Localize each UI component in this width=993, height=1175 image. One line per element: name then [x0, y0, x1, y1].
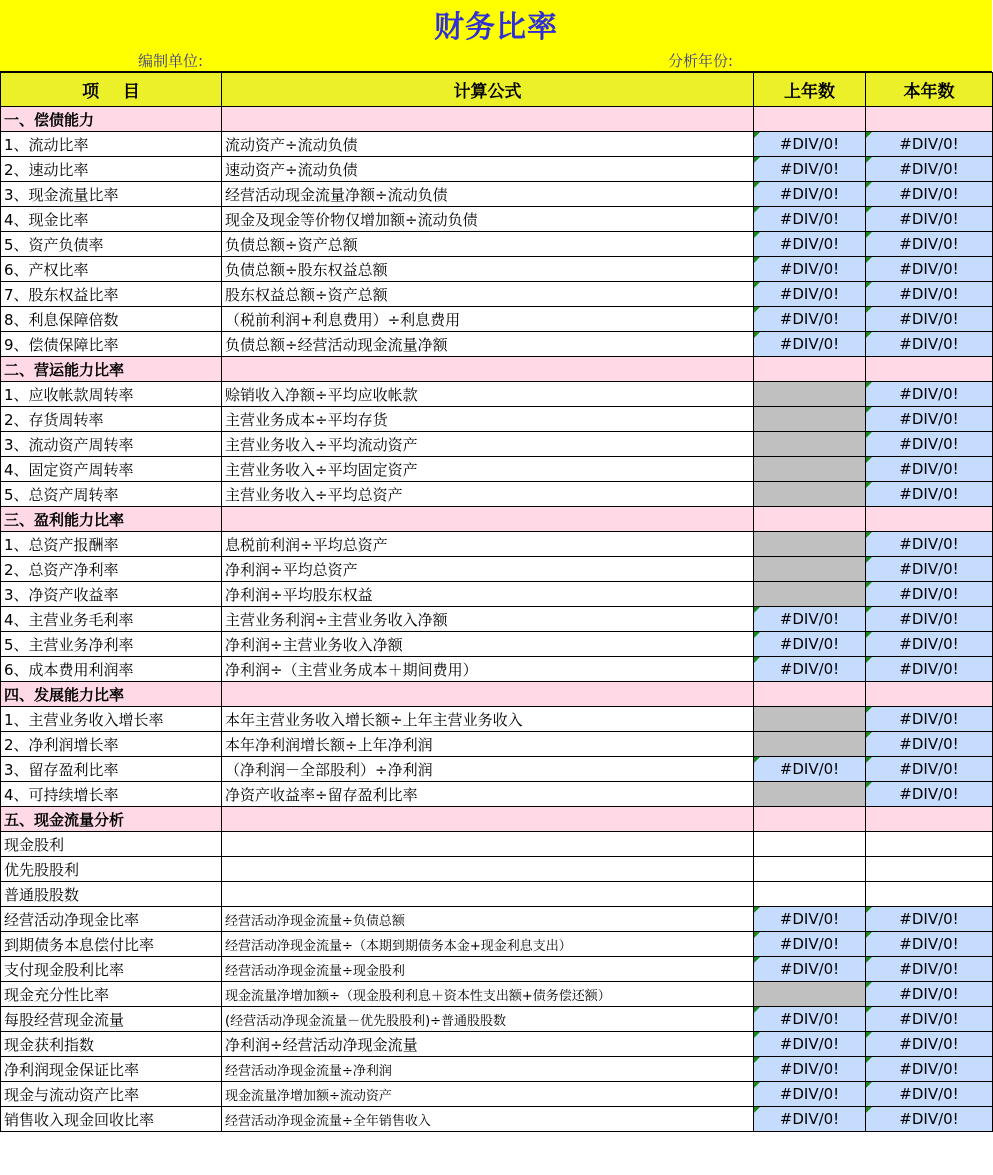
- prev-year-cell[interactable]: [754, 832, 866, 857]
- formula-cell[interactable]: 流动资产÷流动负债: [222, 132, 754, 157]
- current-year-cell[interactable]: #DIV/0!: [866, 782, 993, 807]
- formula-cell[interactable]: 现金及现金等价物仅增加额÷流动负债: [222, 207, 754, 232]
- header-item[interactable]: 项 目: [1, 73, 222, 107]
- item-cell[interactable]: 到期债务本息偿付比率: [1, 932, 222, 957]
- current-year-cell[interactable]: #DIV/0!: [866, 1007, 993, 1032]
- prev-year-cell[interactable]: #DIV/0!: [754, 307, 866, 332]
- table-row: [1, 1007, 993, 1032]
- prev-year-cell[interactable]: [754, 807, 866, 832]
- ratio-table: [0, 72, 993, 1132]
- item-cell[interactable]: 4、固定资产周转率: [1, 457, 222, 482]
- formula-cell[interactable]: 负债总额÷资产总额: [222, 232, 754, 257]
- current-year-cell[interactable]: #DIV/0!: [866, 132, 993, 157]
- prev-year-cell[interactable]: #DIV/0!: [754, 932, 866, 957]
- item-cell[interactable]: 2、存货周转率: [1, 407, 222, 432]
- formula-cell[interactable]: 净利润÷平均总资产: [222, 557, 754, 582]
- prev-year-cell[interactable]: #DIV/0!: [754, 1057, 866, 1082]
- prev-year-cell[interactable]: [754, 982, 866, 1007]
- prev-year-cell[interactable]: [754, 582, 866, 607]
- formula-cell[interactable]: 主营业务收入÷平均流动资产: [222, 432, 754, 457]
- formula-cell[interactable]: 经营活动净现金流量÷全年销售收入: [222, 1107, 754, 1132]
- section-row: [1, 107, 993, 132]
- current-year-cell[interactable]: #DIV/0!: [866, 207, 993, 232]
- section-title-cell[interactable]: 三、盈利能力比率: [1, 507, 222, 532]
- table-row: [1, 157, 993, 182]
- prev-year-cell[interactable]: [754, 507, 866, 532]
- table-row: [1, 257, 993, 282]
- item-cell[interactable]: 3、现金流量比率: [1, 182, 222, 207]
- formula-cell[interactable]: [222, 882, 754, 907]
- item-cell[interactable]: 销售收入现金回收比率: [1, 1107, 222, 1132]
- current-year-cell[interactable]: #DIV/0!: [866, 1082, 993, 1107]
- prev-year-cell[interactable]: #DIV/0!: [754, 332, 866, 357]
- formula-cell[interactable]: 净利润÷主营业务收入净额: [222, 632, 754, 657]
- table-row: [1, 1032, 993, 1057]
- prev-year-cell[interactable]: #DIV/0!: [754, 182, 866, 207]
- table-row: [1, 207, 993, 232]
- current-year-cell[interactable]: #DIV/0!: [866, 1057, 993, 1082]
- table-row: [1, 982, 993, 1007]
- table-row: [1, 782, 993, 807]
- item-cell[interactable]: 3、留存盈利比率: [1, 757, 222, 782]
- prev-year-cell[interactable]: [754, 357, 866, 382]
- table-row: [1, 857, 993, 882]
- prev-year-cell[interactable]: #DIV/0!: [754, 607, 866, 632]
- table-row: [1, 932, 993, 957]
- current-year-cell[interactable]: #DIV/0!: [866, 1107, 993, 1132]
- item-cell[interactable]: 9、偿债保障比率: [1, 332, 222, 357]
- item-cell[interactable]: 每股经营现金流量: [1, 1007, 222, 1032]
- prev-year-cell[interactable]: [754, 732, 866, 757]
- section-row: [1, 507, 993, 532]
- formula-cell[interactable]: [222, 357, 754, 382]
- current-year-cell[interactable]: [866, 857, 993, 882]
- table-row: [1, 432, 993, 457]
- current-year-cell[interactable]: [866, 507, 993, 532]
- header-row: [1, 73, 993, 107]
- formula-cell[interactable]: 经营活动净现金流量÷净利润: [222, 1057, 754, 1082]
- prev-year-cell[interactable]: [754, 107, 866, 132]
- item-cell[interactable]: 现金股利: [1, 832, 222, 857]
- current-year-cell[interactable]: [866, 682, 993, 707]
- prev-year-cell[interactable]: [754, 782, 866, 807]
- item-cell[interactable]: 1、总资产报酬率: [1, 532, 222, 557]
- formula-cell[interactable]: 主营业务收入÷平均固定资产: [222, 457, 754, 482]
- section-title-cell[interactable]: 四、发展能力比率: [1, 682, 222, 707]
- formula-cell[interactable]: 本年主营业务收入增长额÷上年主营业务收入: [222, 707, 754, 732]
- header-formula[interactable]: 计算公式: [222, 73, 754, 107]
- item-cell[interactable]: 5、资产负债率: [1, 232, 222, 257]
- title-bar: [0, 0, 992, 72]
- table-row: [1, 1107, 993, 1132]
- prev-year-cell[interactable]: #DIV/0!: [754, 282, 866, 307]
- item-cell[interactable]: 1、应收帐款周转率: [1, 382, 222, 407]
- current-year-cell[interactable]: #DIV/0!: [866, 432, 993, 457]
- formula-cell[interactable]: 经营活动净现金流量÷负债总额: [222, 907, 754, 932]
- item-cell[interactable]: 2、速动比率: [1, 157, 222, 182]
- item-cell[interactable]: 普通股股数: [1, 882, 222, 907]
- current-year-cell[interactable]: #DIV/0!: [866, 307, 993, 332]
- table-row: [1, 957, 993, 982]
- table-row: [1, 457, 993, 482]
- current-year-cell[interactable]: #DIV/0!: [866, 732, 993, 757]
- current-year-cell[interactable]: #DIV/0!: [866, 707, 993, 732]
- formula-cell[interactable]: 净利润÷经营活动净现金流量: [222, 1032, 754, 1057]
- table-row: [1, 282, 993, 307]
- prev-year-cell[interactable]: [754, 882, 866, 907]
- current-year-cell[interactable]: [866, 832, 993, 857]
- formula-cell[interactable]: 经营活动净现金流量÷现金股利: [222, 957, 754, 982]
- table-row: [1, 1057, 993, 1082]
- current-year-cell[interactable]: #DIV/0!: [866, 482, 993, 507]
- item-cell[interactable]: 6、成本费用利润率: [1, 657, 222, 682]
- table-row: [1, 657, 993, 682]
- formula-cell[interactable]: [222, 682, 754, 707]
- prev-year-cell[interactable]: #DIV/0!: [754, 657, 866, 682]
- current-year-cell[interactable]: #DIV/0!: [866, 407, 993, 432]
- table-row: [1, 907, 993, 932]
- current-year-cell[interactable]: #DIV/0!: [866, 457, 993, 482]
- formula-cell[interactable]: 主营业务成本÷平均存货: [222, 407, 754, 432]
- item-cell[interactable]: 6、产权比率: [1, 257, 222, 282]
- table-row: [1, 582, 993, 607]
- item-cell[interactable]: 5、总资产周转率: [1, 482, 222, 507]
- current-year-cell[interactable]: #DIV/0!: [866, 532, 993, 557]
- prev-year-cell[interactable]: [754, 857, 866, 882]
- prev-year-cell[interactable]: #DIV/0!: [754, 232, 866, 257]
- table-row: [1, 382, 993, 407]
- current-year-cell[interactable]: #DIV/0!: [866, 957, 993, 982]
- prev-year-cell[interactable]: [754, 557, 866, 582]
- formula-cell[interactable]: 赊销收入净额÷平均应收帐款: [222, 382, 754, 407]
- prev-year-cell[interactable]: [754, 682, 866, 707]
- section-row: [1, 682, 993, 707]
- current-year-cell[interactable]: #DIV/0!: [866, 232, 993, 257]
- section-row: [1, 357, 993, 382]
- formula-cell[interactable]: 现金流量净增加额÷（现金股利利息＋资本性支出额+债务偿还额）: [222, 982, 754, 1007]
- table-row: [1, 757, 993, 782]
- table-row: [1, 482, 993, 507]
- current-year-cell[interactable]: #DIV/0!: [866, 757, 993, 782]
- table-row: [1, 607, 993, 632]
- current-year-cell[interactable]: [866, 107, 993, 132]
- prev-year-cell[interactable]: #DIV/0!: [754, 1032, 866, 1057]
- formula-cell[interactable]: 净利润÷平均股东权益: [222, 582, 754, 607]
- current-year-cell[interactable]: #DIV/0!: [866, 632, 993, 657]
- table-row: [1, 182, 993, 207]
- formula-cell[interactable]: [222, 857, 754, 882]
- formula-cell[interactable]: (经营活动净现金流量－优先股股利)÷普通股股数: [222, 1007, 754, 1032]
- item-cell[interactable]: 2、净利润增长率: [1, 732, 222, 757]
- formula-cell[interactable]: 净利润÷（主营业务成本＋期间费用）: [222, 657, 754, 682]
- current-year-cell[interactable]: #DIV/0!: [866, 557, 993, 582]
- table-row: [1, 707, 993, 732]
- compiler-label: 编制单位:: [138, 52, 204, 70]
- prev-year-cell[interactable]: #DIV/0!: [754, 157, 866, 182]
- section-title-cell[interactable]: 一、偿债能力: [1, 107, 222, 132]
- year-label: 分析年份:: [668, 52, 734, 70]
- current-year-cell[interactable]: #DIV/0!: [866, 932, 993, 957]
- item-cell[interactable]: 经营活动净现金比率: [1, 907, 222, 932]
- prev-year-cell[interactable]: #DIV/0!: [754, 1082, 866, 1107]
- prev-year-cell[interactable]: #DIV/0!: [754, 1107, 866, 1132]
- sheet-title: 财务比率: [434, 10, 558, 45]
- item-cell[interactable]: 支付现金股利比率: [1, 957, 222, 982]
- prev-year-cell[interactable]: #DIV/0!: [754, 257, 866, 282]
- current-year-cell[interactable]: #DIV/0!: [866, 982, 993, 1007]
- prev-year-cell[interactable]: #DIV/0!: [754, 632, 866, 657]
- prev-year-cell[interactable]: #DIV/0!: [754, 132, 866, 157]
- prev-year-cell[interactable]: #DIV/0!: [754, 957, 866, 982]
- prev-year-cell[interactable]: #DIV/0!: [754, 757, 866, 782]
- table-row: [1, 232, 993, 257]
- formula-cell[interactable]: [222, 107, 754, 132]
- prev-year-cell[interactable]: [754, 532, 866, 557]
- prev-year-cell[interactable]: [754, 482, 866, 507]
- section-row: [1, 807, 993, 832]
- formula-cell[interactable]: 股东权益总额÷资产总额: [222, 282, 754, 307]
- current-year-cell[interactable]: #DIV/0!: [866, 657, 993, 682]
- current-year-cell[interactable]: [866, 882, 993, 907]
- formula-cell[interactable]: （净利润－全部股利）÷净利润: [222, 757, 754, 782]
- table-row: [1, 732, 993, 757]
- formula-cell[interactable]: [222, 832, 754, 857]
- item-cell[interactable]: 净利润现金保证比率: [1, 1057, 222, 1082]
- current-year-cell[interactable]: #DIV/0!: [866, 332, 993, 357]
- formula-cell[interactable]: 本年净利润增长额÷上年净利润: [222, 732, 754, 757]
- header-current-year[interactable]: 本年数: [866, 73, 993, 107]
- current-year-cell[interactable]: #DIV/0!: [866, 257, 993, 282]
- formula-cell[interactable]: 经营活动净现金流量÷（本期到期债务本金+现金利息支出）: [222, 932, 754, 957]
- table-row: [1, 132, 993, 157]
- formula-cell[interactable]: 息税前利润÷平均总资产: [222, 532, 754, 557]
- current-year-cell[interactable]: #DIV/0!: [866, 907, 993, 932]
- item-cell[interactable]: 4、可持续增长率: [1, 782, 222, 807]
- prev-year-cell[interactable]: [754, 432, 866, 457]
- item-cell[interactable]: 8、利息保障倍数: [1, 307, 222, 332]
- table-row: [1, 557, 993, 582]
- item-cell[interactable]: 优先股股利: [1, 857, 222, 882]
- item-cell[interactable]: 4、现金比率: [1, 207, 222, 232]
- formula-cell[interactable]: [222, 507, 754, 532]
- table-row: [1, 632, 993, 657]
- current-year-cell[interactable]: [866, 357, 993, 382]
- current-year-cell[interactable]: #DIV/0!: [866, 282, 993, 307]
- table-row: [1, 882, 993, 907]
- table-body: [1, 107, 993, 1132]
- prev-year-cell[interactable]: #DIV/0!: [754, 1007, 866, 1032]
- formula-cell[interactable]: 主营业务收入÷平均总资产: [222, 482, 754, 507]
- prev-year-cell[interactable]: [754, 457, 866, 482]
- table-row: [1, 832, 993, 857]
- formula-cell[interactable]: 负债总额÷股东权益总额: [222, 257, 754, 282]
- current-year-cell[interactable]: #DIV/0!: [866, 582, 993, 607]
- item-cell[interactable]: 2、总资产净利率: [1, 557, 222, 582]
- prev-year-cell[interactable]: [754, 382, 866, 407]
- current-year-cell[interactable]: #DIV/0!: [866, 157, 993, 182]
- prev-year-cell[interactable]: #DIV/0!: [754, 207, 866, 232]
- current-year-cell[interactable]: #DIV/0!: [866, 382, 993, 407]
- formula-cell[interactable]: （税前利润+利息费用）÷利息费用: [222, 307, 754, 332]
- prev-year-cell[interactable]: #DIV/0!: [754, 907, 866, 932]
- formula-cell[interactable]: [222, 807, 754, 832]
- item-cell[interactable]: 3、流动资产周转率: [1, 432, 222, 457]
- section-title-cell[interactable]: 五、现金流量分析: [1, 807, 222, 832]
- item-cell[interactable]: 现金与流动资产比率: [1, 1082, 222, 1107]
- formula-cell[interactable]: 现金流量净增加额÷流动资产: [222, 1082, 754, 1107]
- table-row: [1, 407, 993, 432]
- item-cell[interactable]: 1、主营业务收入增长率: [1, 707, 222, 732]
- formula-cell[interactable]: 经营活动现金流量净额÷流动负债: [222, 182, 754, 207]
- table-row: [1, 1082, 993, 1107]
- current-year-cell[interactable]: #DIV/0!: [866, 607, 993, 632]
- current-year-cell[interactable]: [866, 807, 993, 832]
- prev-year-cell[interactable]: [754, 407, 866, 432]
- item-cell[interactable]: 7、股东权益比率: [1, 282, 222, 307]
- formula-cell[interactable]: 负债总额÷经营活动现金流量净额: [222, 332, 754, 357]
- item-cell[interactable]: 5、主营业务净利率: [1, 632, 222, 657]
- current-year-cell[interactable]: #DIV/0!: [866, 1032, 993, 1057]
- current-year-cell[interactable]: #DIV/0!: [866, 182, 993, 207]
- formula-cell[interactable]: 速动资产÷流动负债: [222, 157, 754, 182]
- formula-cell[interactable]: 净资产收益率÷留存盈利比率: [222, 782, 754, 807]
- item-cell[interactable]: 现金充分性比率: [1, 982, 222, 1007]
- item-cell[interactable]: 4、主营业务毛利率: [1, 607, 222, 632]
- table-row: [1, 532, 993, 557]
- prev-year-cell[interactable]: [754, 707, 866, 732]
- header-prev-year[interactable]: 上年数: [754, 73, 866, 107]
- table-row: [1, 307, 993, 332]
- table-row: [1, 332, 993, 357]
- section-title-cell[interactable]: 二、营运能力比率: [1, 357, 222, 382]
- item-cell[interactable]: 1、流动比率: [1, 132, 222, 157]
- item-cell[interactable]: 3、净资产收益率: [1, 582, 222, 607]
- item-cell[interactable]: 现金获利指数: [1, 1032, 222, 1057]
- formula-cell[interactable]: 主营业务利润÷主营业务收入净额: [222, 607, 754, 632]
